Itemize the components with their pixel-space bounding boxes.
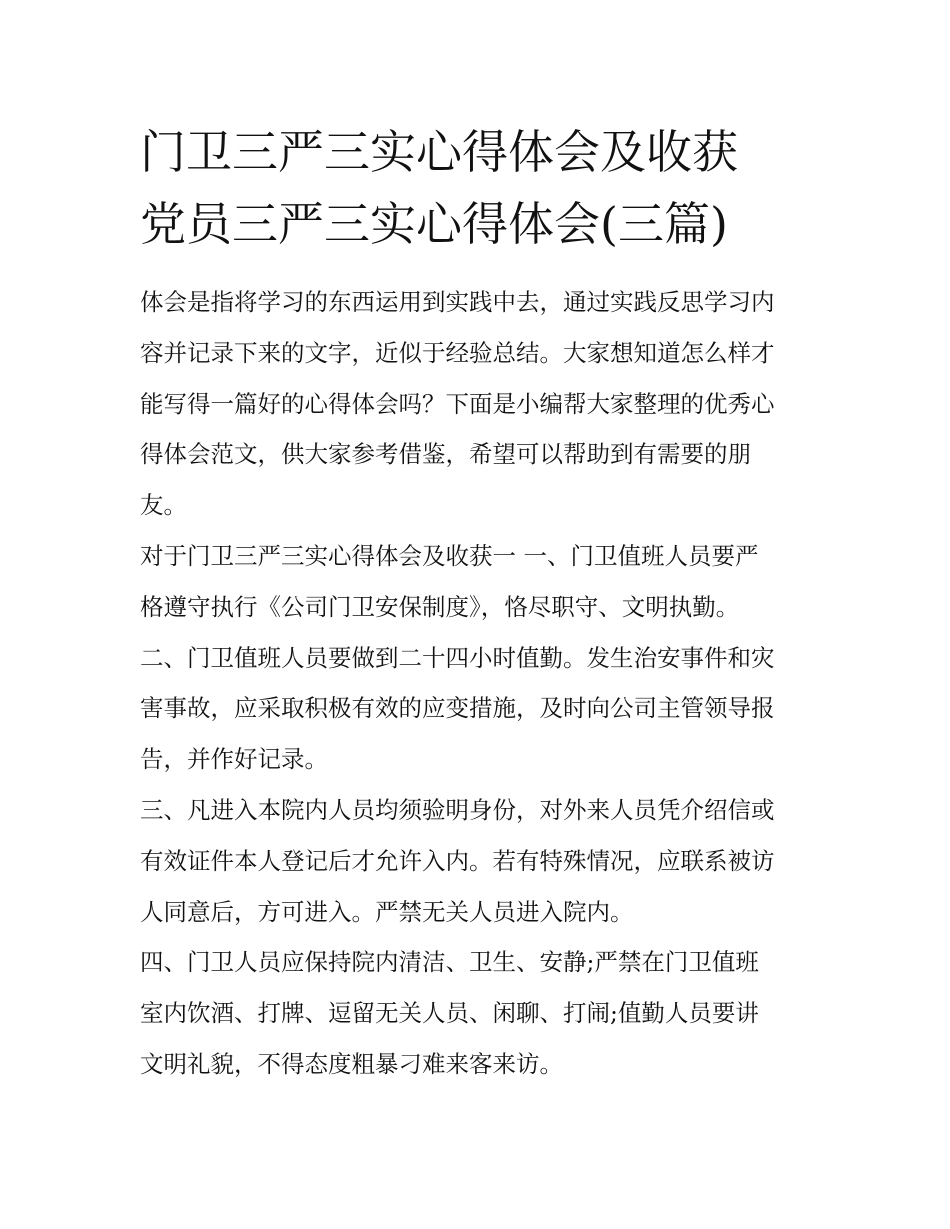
title-line-2: 党员三严三实心得体会(三篇) — [140, 197, 728, 251]
text-line: 格遵守执行《公司门卫安保制度》，恪尽职守、文明执勤。 — [140, 592, 740, 621]
text-line: 害事故，应采取积极有效的应变措施，及时向公司主管领导报 — [140, 694, 775, 723]
text-line: 三、凡进入本院内人员均须验明身份，对外来人员凭介绍信或 — [140, 795, 775, 824]
paragraph-item-2 — [140, 633, 816, 785]
text-line: 有效证件本人登记后才允许入内。若有特殊情况，应联系被访 — [140, 846, 775, 875]
document-body — [140, 277, 816, 1090]
text-line: 人同意后，方可进入。严禁无关人员进入院内。 — [140, 897, 634, 926]
text-line: 二、门卫值班人员要做到二十四小时值勤。发生治安事件和灾 — [140, 643, 775, 672]
text-line: 得体会范文，供大家参考借鉴，希望可以帮助到有需要的朋 — [140, 440, 751, 469]
text-line: 文明礼貌，不得态度粗暴刁难来客来访。 — [140, 1049, 563, 1078]
text-line: 友。 — [140, 491, 187, 520]
title-line-1: 门卫三严三实心得体会及收获 — [140, 125, 738, 179]
text-line: 对于门卫三严三实心得体会及收获一 一、门卫值班人员要严 — [140, 541, 759, 570]
paragraph-item-4 — [140, 937, 816, 1089]
text-line: 能写得一篇好的心得体会吗？下面是小编帮大家整理的优秀心 — [140, 389, 775, 418]
text-line: 室内饮酒、打牌、逗留无关人员、闲聊、打闹;值勤人员要讲 — [140, 999, 759, 1028]
paragraph-intro — [140, 277, 816, 531]
text-line: 告，并作好记录。 — [140, 745, 328, 774]
text-line: 四、门卫人员应保持院内清洁、卫生、安静;严禁在门卫值班 — [140, 948, 759, 977]
text-line: 容并记录下来的文字，近似于经验总结。大家想知道怎么样才 — [140, 338, 775, 367]
text-line: 体会是指将学习的东西运用到实践中去，通过实践反思学习内 — [140, 288, 775, 316]
paragraph-item-3 — [140, 785, 816, 937]
paragraph-item-1 — [140, 531, 816, 633]
document-title — [140, 116, 830, 260]
